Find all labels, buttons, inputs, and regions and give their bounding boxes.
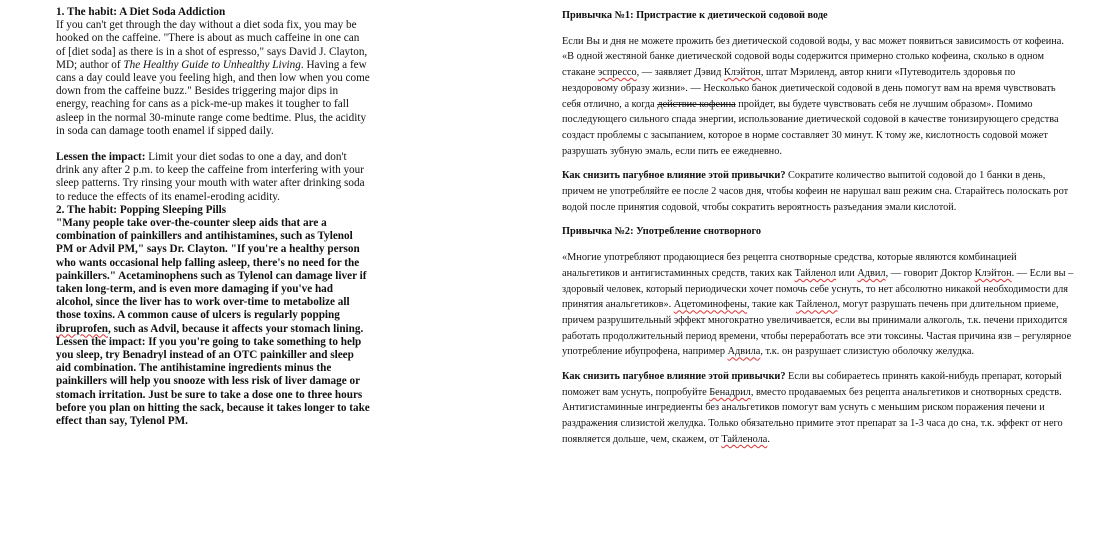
lessen-impact-2: Lessen the impact: If you you're going to take something to help you sleep, try Benadryl instead of an OTC painkiller and sleep aid combination. The antihistamine ingredients minus the painkillers will help you snooze with less risk of liver damage or stomach irritation. Just be sure to take a dose one to three hours before you plan on hitting the sack, because it takes longer to take effect than say, Tylenol PM. [56,335,370,428]
misspelled-word: ibruprofen [56,322,109,335]
english-column [56,0,371,428]
misspelled-word: Ацетоминофены [673,299,747,311]
habit-2-paragraph-ru: «Многие употребляют продающиеся без рецепта снотворные средства, которые являются комбинацией анальгетиков и антигистаминных средств, таких как Тайленол или Адвил, — говорит Доктор Клэйтон. — Если вы – здоровый человек, который периодически хочет помочь себе уснуть, то нет абсолютно никакой необходимости для принятия анальгетиков». Ацетоминофены, такие как Тайленол, могут разрушать печень при длительном приеме, причем разрушительный эффект многократно увеличивается, если вы принимали алкоголь, т.к. печени приходится работать продолжительный период времени, чтобы переработать все эти токсины. Частая причина язв – регулярное употребление ибупрофена, например Адвила, т.к. он разрушает слизистую оболочку желудка. [562,252,1074,358]
habit-1-heading-ru: Привычка №1: Пристрастие к диетической содовой воде [562,10,828,21]
habit-1-heading: 1. The habit: A Diet Soda Addiction [56,6,226,18]
habit-1-paragraph: If you can't get through the day without a diet soda fix, you may be hooked on the caffeine. "There is about as much caffeine in one can of [diet soda] as there is in a shot of espresso," says David J. Clayton, MD; author of The Healthy Guide to Unhealthy Living. Having a few cans a day could leave you feeling high, and then low when you come down from the caffeine buzz." Besides triggering major dips in energy, reaching for cans as a pick-me-up makes it tougher to fall asleep in the normal 30-minute range come bedtime. Plus, the acidity in soda can damage tooth enamel if sipped daily. [56,19,370,137]
misspelled-word: Клэйтон [723,67,761,79]
habit-2-heading: 2. The habit: Popping Sleeping Pills [56,203,227,216]
lessen-impact-2-ru: Как снизить пагубное влияние этой привычки? Если вы собираетесь принять какой-нибудь препарат, который поможет вам уснуть, попробуйте Бенадрил, вместо продаваемых без рецепта анальгетиков и снотворных средств. Антигистаминные ингредиенты без анальгетиков помогут вам уснуть с меньшим риском поражения печени и раздражения слизистой желудка. Только обязательно примите этот препарат за 1-3 часа до сна, т.к. эффект от него появляется дольше, чем, скажем, от Тайленола. [562,371,1063,445]
struck-text: действие кофеина [657,98,736,110]
habit-2-heading-ru: Привычка №2: Употребление снотворного [562,226,762,238]
misspelled-word: Адвила [727,346,761,358]
russian-column [562,0,1074,457]
misspelled-word: Бенадрил [709,386,751,398]
misspelled-word: Адвил [857,267,886,279]
paragraph-gap [56,138,371,151]
misspelled-word: эспрессо [597,67,637,79]
habit-2-paragraph: "Many people take over-the-counter sleep aids that are a combination of painkillers and antihistamines, such as Tylenol PM or Advil PM," says Dr. Clayton. "If you're a healthy person who wants occasional help falling asleep, there's no need for the painkillers." Acetaminophens such as Tylenol can damage liver if taken long-term, and is even more damaging if you've had alcohol, since the liver has to work over-time to metabolize all those toxins. A common cause of ulcers is regularly popping ibruprofen, such as Advil, because it affects your stomach lining. [56,217,367,335]
misspelled-word: Тайленол [795,299,838,311]
misspelled-word: Тайленола [721,433,768,445]
misspelled-word: Клэйтон [974,267,1012,279]
habit-1-paragraph-ru: Если Вы и дня не можете прожить без диетической содовой воды, у вас может появиться зависимость от кофеина. «В одной жестяной банке диетической содовой воды содержится примерно столько кофеина, сколько в одном стакане эспрессо, — заявляет Дэвид Клэйтон, штат Мэриленд, автор книги «Путеводитель здоровья по нездоровому образу жизни». — Несколько банок диетической содовой в день помогут вам на время чувствовать себя отлично, а когда действие кофеина пройдет, вы будете чувствовать себя не лучшим образом». Помимо последующего сильного спада энергии, использование диетической содовой в качестве тонизирующего средства создаст проблемы с засыпанием, которое в норме составляет 30 минут. К тому же, кислотность содовой может разрушать зубную эмаль, если пить ее ежедневно. [562,35,1064,157]
lessen-impact-1-ru: Как снизить пагубное влияние этой привычки? Сократите количество выпитой содовой до 1 банки в день, причем не употребляйте ее после 2 часов дня, чтобы кофеин не нарушал ваш режим сна. Старайтесь полоскать рот водой после принятия содовой, чтобы сократить вероятность разъедания эмали кислотой. [562,170,1069,213]
book-title: The Healthy Guide to Unhealthy Living [123,58,301,71]
lessen-impact-1: Lessen the impact: Limit your diet sodas to one a day, and don't drink any after 2 p.m. to keep the caffeine from interfering with your sleep patterns. Try rinsing your mouth with water after drinking soda to reduce the effects of its enamel-eroding acidity. [56,151,365,203]
misspelled-word: Тайленол [794,267,837,279]
